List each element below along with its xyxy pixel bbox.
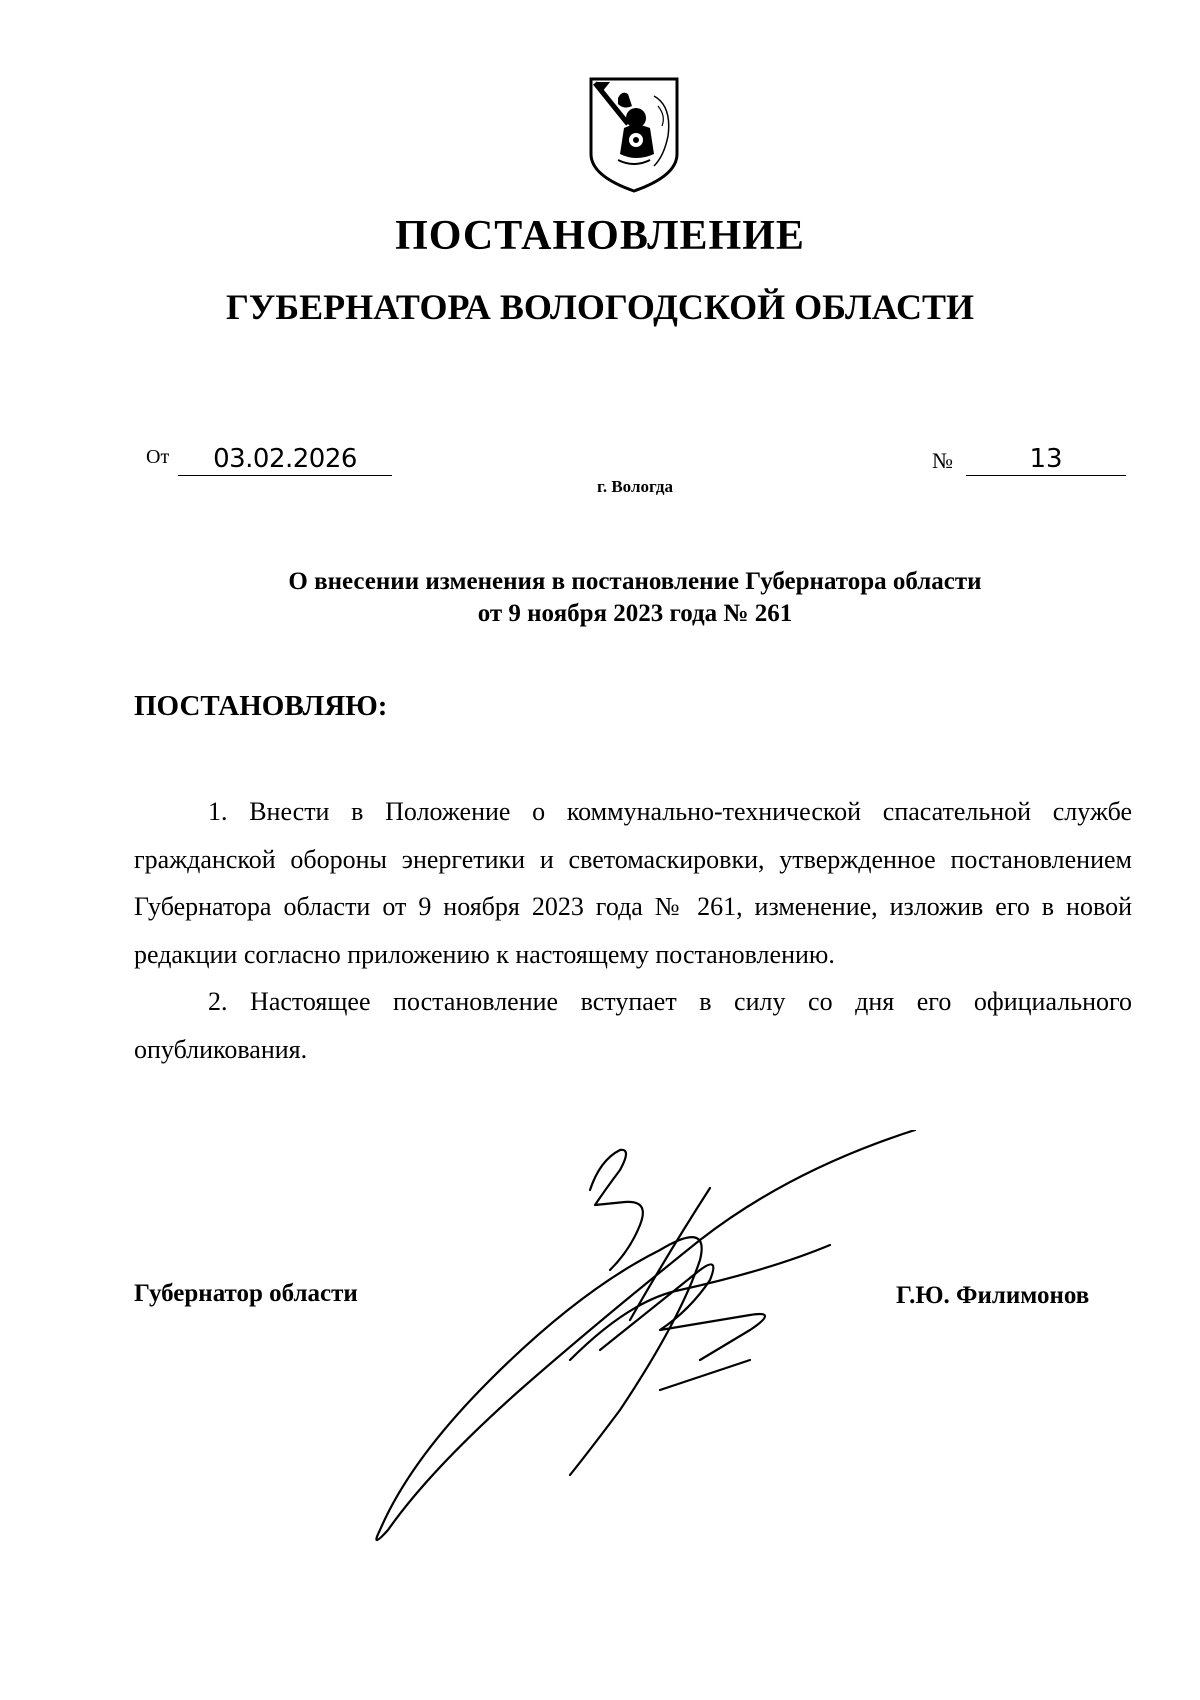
document-date: 03.02.2026 (178, 444, 392, 476)
paragraph-1: 1. Внести в Положение о коммунально-технической спасательной службе гражданской обороны энергетики и светомаскировки, утвержденное постановлением Губернатора области от 9 ноября 2023 года № 261, изменение, изложив его в новой редакции согласно приложению к настоящему постановлению. (134, 797, 1132, 969)
document-subtitle: ГУБЕРНАТОРА ВОЛОГОДСКОЙ ОБЛАСТИ (225, 287, 975, 327)
city: г. Вологда (597, 477, 673, 496)
subject-line-1: О внесении изменения в постановление Губернатора области (288, 568, 982, 595)
date-prefix: От (146, 446, 170, 468)
paragraph-2: 2. Настоящее постановление вступает в силу со дня его официального опубликования. (134, 987, 1132, 1064)
number-sign: № (932, 448, 953, 473)
signatory-position: Губернатор области (134, 1280, 358, 1307)
subject-heading (0, 566, 1200, 630)
subject-line-2: от 9 ноября 2023 года № 261 (477, 600, 793, 627)
document-number: 13 (966, 444, 1126, 476)
handwritten-signature-icon (370, 1130, 930, 1550)
decree-heading: ПОСТАНОВЛЯЮ: (134, 690, 388, 722)
signatory-name: Г.Ю. Филимонов (896, 1282, 1090, 1309)
document-title: ПОСТАНОВЛЕНИЕ (395, 213, 805, 259)
body-text (134, 788, 1132, 1073)
coat-of-arms-icon (588, 76, 680, 194)
